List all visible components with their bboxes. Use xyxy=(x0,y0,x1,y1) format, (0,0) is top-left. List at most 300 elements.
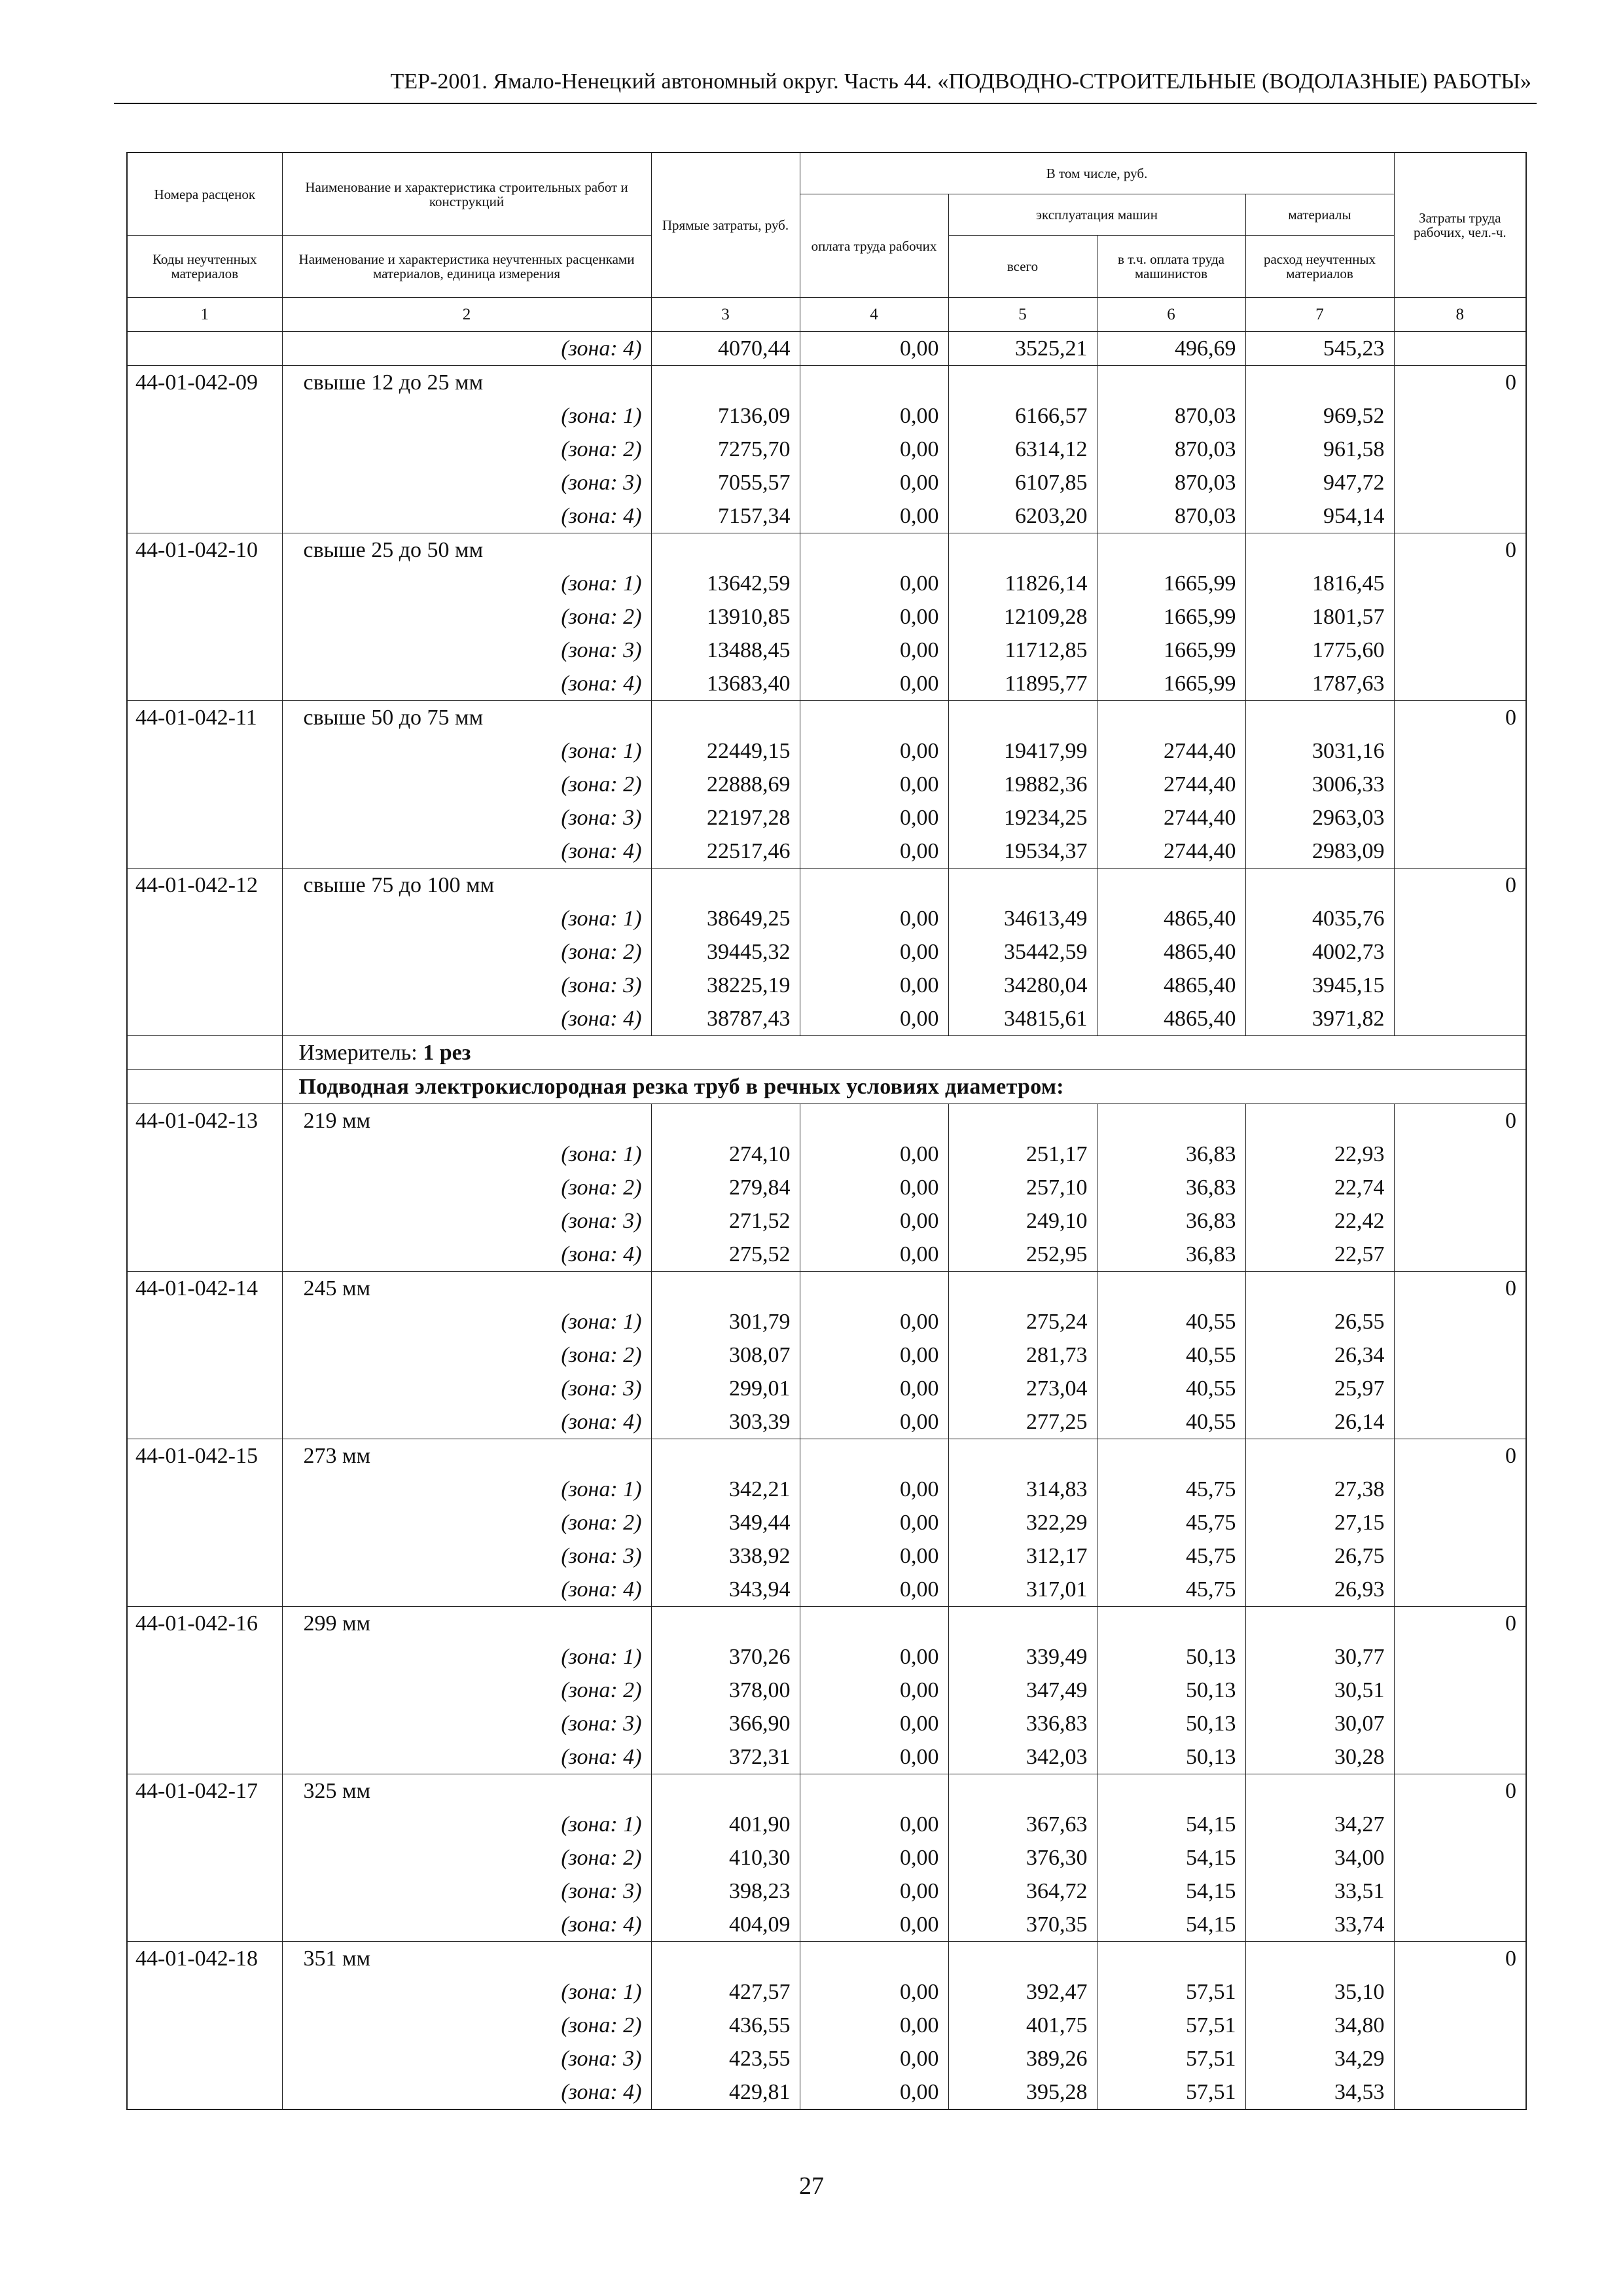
rate-name: 299 мм xyxy=(282,1607,651,1641)
empty-code-cell xyxy=(127,1874,282,1908)
labor-costs-cell: 0 xyxy=(1394,701,1526,735)
labor-costs-cell xyxy=(1394,1305,1526,1338)
zone-label: (зона: 1) xyxy=(282,734,651,768)
direct-costs-cell: 423,55 xyxy=(651,2042,800,2075)
table-row xyxy=(127,1539,1526,1573)
empty-cell xyxy=(1097,366,1245,400)
header-rule xyxy=(114,103,1537,104)
rates-table-wrapper xyxy=(126,152,1525,2110)
table-row xyxy=(127,1439,1526,1473)
direct-costs-cell: 366,90 xyxy=(651,1707,800,1740)
direct-costs-cell: 398,23 xyxy=(651,1874,800,1908)
material-consumption-cell: 34,27 xyxy=(1245,1808,1394,1841)
column-number: 4 xyxy=(800,298,948,332)
empty-code-cell xyxy=(127,1473,282,1506)
machinists-pay-cell: 45,75 xyxy=(1097,1573,1245,1607)
material-consumption-cell: 1801,57 xyxy=(1245,600,1394,634)
table-row xyxy=(127,1908,1526,1942)
labor-costs-cell: 0 xyxy=(1394,1104,1526,1138)
table-row xyxy=(127,1640,1526,1674)
rate-name: 273 мм xyxy=(282,1439,651,1473)
table-row xyxy=(127,1070,1526,1104)
rates-table xyxy=(126,152,1527,2110)
material-consumption-cell: 4035,76 xyxy=(1245,902,1394,935)
empty-cell xyxy=(800,1942,948,1976)
machines-total-cell: 12109,28 xyxy=(948,600,1097,634)
zone-label: (зона: 2) xyxy=(282,1171,651,1204)
material-consumption-cell: 26,14 xyxy=(1245,1405,1394,1439)
empty-code-cell xyxy=(127,1002,282,1036)
empty-code-cell xyxy=(127,1405,282,1439)
meter-cell xyxy=(282,1036,1526,1070)
empty-cell xyxy=(800,1272,948,1306)
empty-code-cell xyxy=(127,667,282,701)
material-consumption-cell: 3031,16 xyxy=(1245,734,1394,768)
direct-costs-cell: 13488,45 xyxy=(651,634,800,667)
table-row xyxy=(127,399,1526,433)
machinists-pay-cell: 50,13 xyxy=(1097,1740,1245,1774)
empty-cell xyxy=(1245,1439,1394,1473)
empty-cell xyxy=(1245,1104,1394,1138)
empty-cell xyxy=(948,869,1097,903)
machinists-pay-cell: 54,15 xyxy=(1097,1808,1245,1841)
table-row xyxy=(127,801,1526,834)
labor-costs-cell xyxy=(1394,332,1526,366)
labor-costs-cell xyxy=(1394,1908,1526,1942)
labor-costs-cell: 0 xyxy=(1394,1607,1526,1641)
labor-costs-cell xyxy=(1394,1204,1526,1238)
machinists-pay-cell: 36,83 xyxy=(1097,1138,1245,1171)
rate-name: 351 мм xyxy=(282,1942,651,1976)
material-consumption-cell: 954,14 xyxy=(1245,499,1394,533)
empty-code-cell xyxy=(127,433,282,466)
empty-cell xyxy=(948,701,1097,735)
direct-costs-cell: 13642,59 xyxy=(651,567,800,600)
labor-costs-cell xyxy=(1394,1640,1526,1674)
empty-code-cell xyxy=(127,1975,282,2009)
machines-total-cell: 11895,77 xyxy=(948,667,1097,701)
machinists-pay-cell: 40,55 xyxy=(1097,1405,1245,1439)
material-consumption-cell: 1775,60 xyxy=(1245,634,1394,667)
header-direct-costs: Прямые затраты, руб. xyxy=(651,152,800,298)
empty-code-cell xyxy=(127,1707,282,1740)
rate-code: 44-01-042-18 xyxy=(127,1942,282,1976)
labor-costs-cell xyxy=(1394,1707,1526,1740)
rate-code: 44-01-042-15 xyxy=(127,1439,282,1473)
zone-label: (зона: 2) xyxy=(282,600,651,634)
workers-pay-cell: 0,00 xyxy=(800,734,948,768)
table-row xyxy=(127,1607,1526,1641)
machinists-pay-cell: 54,15 xyxy=(1097,1874,1245,1908)
rate-code: 44-01-042-09 xyxy=(127,366,282,400)
table-row xyxy=(127,1338,1526,1372)
zone-label: (зона: 1) xyxy=(282,1305,651,1338)
direct-costs-cell: 38225,19 xyxy=(651,969,800,1002)
empty-code-cell xyxy=(127,1908,282,1942)
table-row xyxy=(127,466,1526,499)
machinists-pay-cell: 40,55 xyxy=(1097,1305,1245,1338)
machinists-pay-cell: 45,75 xyxy=(1097,1539,1245,1573)
material-consumption-cell: 26,55 xyxy=(1245,1305,1394,1338)
empty-cell xyxy=(1097,1607,1245,1641)
zone-label: (зона: 3) xyxy=(282,466,651,499)
machines-total-cell: 376,30 xyxy=(948,1841,1097,1874)
table-row xyxy=(127,869,1526,903)
column-number: 5 xyxy=(948,298,1097,332)
direct-costs-cell: 427,57 xyxy=(651,1975,800,2009)
labor-costs-cell: 0 xyxy=(1394,1774,1526,1808)
machines-total-cell: 257,10 xyxy=(948,1171,1097,1204)
empty-cell xyxy=(1097,869,1245,903)
direct-costs-cell: 303,39 xyxy=(651,1405,800,1439)
machines-total-cell: 19234,25 xyxy=(948,801,1097,834)
empty-cell xyxy=(800,1774,948,1808)
workers-pay-cell: 0,00 xyxy=(800,567,948,600)
empty-code-cell xyxy=(127,1036,282,1070)
material-consumption-cell: 3971,82 xyxy=(1245,1002,1394,1036)
workers-pay-cell: 0,00 xyxy=(800,634,948,667)
machines-total-cell: 34613,49 xyxy=(948,902,1097,935)
workers-pay-cell: 0,00 xyxy=(800,1573,948,1607)
zone-label: (зона: 4) xyxy=(282,1908,651,1942)
workers-pay-cell: 0,00 xyxy=(800,1338,948,1372)
workers-pay-cell: 0,00 xyxy=(800,1138,948,1171)
machines-total-cell: 249,10 xyxy=(948,1204,1097,1238)
empty-code-cell xyxy=(127,902,282,935)
machinists-pay-cell: 36,83 xyxy=(1097,1171,1245,1204)
labor-costs-cell xyxy=(1394,600,1526,634)
material-consumption-cell: 27,15 xyxy=(1245,1506,1394,1539)
machines-total-cell: 322,29 xyxy=(948,1506,1097,1539)
rate-name: 325 мм xyxy=(282,1774,651,1808)
machines-total-cell: 6107,85 xyxy=(948,466,1097,499)
machinists-pay-cell: 57,51 xyxy=(1097,2042,1245,2075)
machinists-pay-cell: 870,03 xyxy=(1097,466,1245,499)
zone-label: (зона: 4) xyxy=(282,499,651,533)
zone-label: (зона: 1) xyxy=(282,1640,651,1674)
empty-code-cell xyxy=(127,1539,282,1573)
empty-cell xyxy=(1245,1942,1394,1976)
zone-label: (зона: 4) xyxy=(282,1002,651,1036)
machines-total-cell: 275,24 xyxy=(948,1305,1097,1338)
table-row xyxy=(127,1138,1526,1171)
workers-pay-cell: 0,00 xyxy=(800,969,948,1002)
labor-costs-cell: 0 xyxy=(1394,533,1526,567)
workers-pay-cell: 0,00 xyxy=(800,768,948,801)
direct-costs-cell: 301,79 xyxy=(651,1305,800,1338)
header-machine-operation: эксплуатация машин xyxy=(948,194,1245,236)
labor-costs-cell: 0 xyxy=(1394,869,1526,903)
table-row xyxy=(127,1036,1526,1070)
labor-costs-cell xyxy=(1394,399,1526,433)
zone-label: (зона: 1) xyxy=(282,1473,651,1506)
direct-costs-cell: 404,09 xyxy=(651,1908,800,1942)
empty-code-cell xyxy=(127,466,282,499)
table-row xyxy=(127,1674,1526,1707)
labor-costs-cell: 0 xyxy=(1394,1942,1526,1976)
machinists-pay-cell: 50,13 xyxy=(1097,1707,1245,1740)
table-row xyxy=(127,567,1526,600)
labor-costs-cell xyxy=(1394,969,1526,1002)
material-consumption-cell: 34,80 xyxy=(1245,2009,1394,2042)
labor-costs-cell xyxy=(1394,667,1526,701)
machines-total-cell: 252,95 xyxy=(948,1238,1097,1272)
machines-total-cell: 395,28 xyxy=(948,2075,1097,2109)
material-consumption-cell: 27,38 xyxy=(1245,1473,1394,1506)
table-row xyxy=(127,1272,1526,1306)
table-row xyxy=(127,834,1526,869)
direct-costs-cell: 7157,34 xyxy=(651,499,800,533)
machines-total-cell: 389,26 xyxy=(948,2042,1097,2075)
labor-costs-cell xyxy=(1394,1171,1526,1204)
table-row xyxy=(127,1305,1526,1338)
zone-label: (зона: 1) xyxy=(282,902,651,935)
labor-costs-cell xyxy=(1394,1338,1526,1372)
machinists-pay-cell: 50,13 xyxy=(1097,1674,1245,1707)
labor-costs-cell xyxy=(1394,1674,1526,1707)
empty-code-cell xyxy=(127,1841,282,1874)
material-consumption-cell: 26,93 xyxy=(1245,1573,1394,1607)
section-title: Подводная электрокислородная резка труб в речных условиях диаметром: xyxy=(282,1070,1526,1104)
machinists-pay-cell: 45,75 xyxy=(1097,1506,1245,1539)
material-consumption-cell: 545,23 xyxy=(1245,332,1394,366)
empty-code-cell xyxy=(127,634,282,667)
labor-costs-cell xyxy=(1394,768,1526,801)
machinists-pay-cell: 870,03 xyxy=(1097,433,1245,466)
rate-code: 44-01-042-16 xyxy=(127,1607,282,1641)
table-row xyxy=(127,533,1526,567)
material-consumption-cell: 3945,15 xyxy=(1245,969,1394,1002)
rate-code: 44-01-042-12 xyxy=(127,869,282,903)
empty-cell xyxy=(1245,1607,1394,1641)
table-row xyxy=(127,902,1526,935)
empty-code-cell xyxy=(127,834,282,869)
empty-code-cell xyxy=(127,969,282,1002)
material-consumption-cell: 25,97 xyxy=(1245,1372,1394,1405)
zone-label: (зона: 1) xyxy=(282,1138,651,1171)
machines-total-cell: 273,04 xyxy=(948,1372,1097,1405)
workers-pay-cell: 0,00 xyxy=(800,1171,948,1204)
machines-total-cell: 35442,59 xyxy=(948,935,1097,969)
table-body xyxy=(127,332,1526,2110)
workers-pay-cell: 0,00 xyxy=(800,1874,948,1908)
workers-pay-cell: 0,00 xyxy=(800,1204,948,1238)
workers-pay-cell: 0,00 xyxy=(800,1405,948,1439)
labor-costs-cell xyxy=(1394,567,1526,600)
table-row xyxy=(127,1506,1526,1539)
zone-label: (зона: 2) xyxy=(282,935,651,969)
workers-pay-cell: 0,00 xyxy=(800,1674,948,1707)
table-row xyxy=(127,1808,1526,1841)
zone-label: (зона: 3) xyxy=(282,1707,651,1740)
machines-total-cell: 19417,99 xyxy=(948,734,1097,768)
empty-cell xyxy=(1245,1774,1394,1808)
labor-costs-cell xyxy=(1394,1138,1526,1171)
labor-costs-cell xyxy=(1394,1473,1526,1506)
machinists-pay-cell: 40,55 xyxy=(1097,1372,1245,1405)
workers-pay-cell: 0,00 xyxy=(800,499,948,533)
labor-costs-cell xyxy=(1394,466,1526,499)
table-row xyxy=(127,1942,1526,1976)
table-row xyxy=(127,1774,1526,1808)
direct-costs-cell: 271,52 xyxy=(651,1204,800,1238)
labor-costs-cell: 0 xyxy=(1394,366,1526,400)
empty-code-cell xyxy=(127,1740,282,1774)
workers-pay-cell: 0,00 xyxy=(800,935,948,969)
machinists-pay-cell: 1665,99 xyxy=(1097,634,1245,667)
direct-costs-cell: 22449,15 xyxy=(651,734,800,768)
rate-code: 44-01-042-11 xyxy=(127,701,282,735)
direct-costs-cell: 436,55 xyxy=(651,2009,800,2042)
empty-cell xyxy=(651,869,800,903)
empty-cell xyxy=(948,1104,1097,1138)
header-materials: материалы xyxy=(1245,194,1394,236)
material-consumption-cell: 947,72 xyxy=(1245,466,1394,499)
meter-value: 1 рез xyxy=(423,1040,471,1065)
empty-cell xyxy=(651,1774,800,1808)
workers-pay-cell: 0,00 xyxy=(800,1002,948,1036)
empty-cell xyxy=(800,1607,948,1641)
empty-cell xyxy=(800,701,948,735)
empty-cell xyxy=(948,1942,1097,1976)
direct-costs-cell: 429,81 xyxy=(651,2075,800,2109)
machinists-pay-cell: 54,15 xyxy=(1097,1908,1245,1942)
empty-cell xyxy=(1097,1774,1245,1808)
direct-costs-cell: 39445,32 xyxy=(651,935,800,969)
labor-costs-cell xyxy=(1394,2075,1526,2109)
empty-code-cell xyxy=(127,1338,282,1372)
table-row xyxy=(127,935,1526,969)
empty-code-cell xyxy=(127,2042,282,2075)
direct-costs-cell: 38649,25 xyxy=(651,902,800,935)
direct-costs-cell: 274,10 xyxy=(651,1138,800,1171)
labor-costs-cell xyxy=(1394,1874,1526,1908)
machinists-pay-cell: 1665,99 xyxy=(1097,567,1245,600)
machines-total-cell: 34815,61 xyxy=(948,1002,1097,1036)
machinists-pay-cell: 2744,40 xyxy=(1097,834,1245,869)
machinists-pay-cell: 36,83 xyxy=(1097,1238,1245,1272)
empty-cell xyxy=(800,1104,948,1138)
material-consumption-cell: 2983,09 xyxy=(1245,834,1394,869)
zone-label: (зона: 2) xyxy=(282,1506,651,1539)
page-number: 27 xyxy=(799,2172,824,2200)
workers-pay-cell: 0,00 xyxy=(800,1539,948,1573)
material-consumption-cell: 34,53 xyxy=(1245,2075,1394,2109)
material-consumption-cell: 33,74 xyxy=(1245,1908,1394,1942)
empty-code-cell xyxy=(127,1070,282,1104)
empty-cell xyxy=(651,1439,800,1473)
labor-costs-cell xyxy=(1394,801,1526,834)
labor-costs-cell xyxy=(1394,1372,1526,1405)
direct-costs-cell: 372,31 xyxy=(651,1740,800,1774)
labor-costs-cell xyxy=(1394,1539,1526,1573)
empty-cell xyxy=(800,366,948,400)
zone-label: (зона: 3) xyxy=(282,1539,651,1573)
empty-cell xyxy=(800,1439,948,1473)
machinists-pay-cell: 2744,40 xyxy=(1097,801,1245,834)
direct-costs-cell: 338,92 xyxy=(651,1539,800,1573)
machines-total-cell: 6314,12 xyxy=(948,433,1097,466)
table-row xyxy=(127,1707,1526,1740)
zone-label: (зона: 1) xyxy=(282,1975,651,2009)
zone-label: (зона: 3) xyxy=(282,801,651,834)
meter-label: Измеритель: xyxy=(298,1040,418,1065)
machines-total-cell: 336,83 xyxy=(948,1707,1097,1740)
empty-code-cell xyxy=(127,600,282,634)
labor-costs-cell xyxy=(1394,734,1526,768)
empty-cell xyxy=(800,533,948,567)
empty-code-cell xyxy=(127,1238,282,1272)
empty-cell xyxy=(651,701,800,735)
workers-pay-cell: 0,00 xyxy=(800,1372,948,1405)
empty-cell xyxy=(1245,869,1394,903)
material-consumption-cell: 34,00 xyxy=(1245,1841,1394,1874)
table-row xyxy=(127,701,1526,735)
workers-pay-cell: 0,00 xyxy=(800,834,948,869)
table-row xyxy=(127,1204,1526,1238)
table-row xyxy=(127,1841,1526,1874)
header-labor-costs: Затраты труда рабочих, чел.-ч. xyxy=(1394,152,1526,298)
zone-label: (зона: 4) xyxy=(282,1238,651,1272)
empty-cell xyxy=(1245,366,1394,400)
table-row xyxy=(127,433,1526,466)
column-number: 8 xyxy=(1394,298,1526,332)
machines-total-cell: 251,17 xyxy=(948,1138,1097,1171)
empty-code-cell xyxy=(127,1506,282,1539)
zone-label: (зона: 4) xyxy=(282,667,651,701)
machines-total-cell: 347,49 xyxy=(948,1674,1097,1707)
header-including: В том числе, руб. xyxy=(800,152,1394,194)
labor-costs-cell xyxy=(1394,1975,1526,2009)
material-consumption-cell: 1816,45 xyxy=(1245,567,1394,600)
machinists-pay-cell: 54,15 xyxy=(1097,1841,1245,1874)
table-row xyxy=(127,1002,1526,1036)
labor-costs-cell xyxy=(1394,1841,1526,1874)
zone-label: (зона: 4) xyxy=(282,1573,651,1607)
labor-costs-cell xyxy=(1394,1238,1526,1272)
machines-total-cell: 277,25 xyxy=(948,1405,1097,1439)
header-rate-numbers: Номера расценок xyxy=(127,152,282,236)
table-row xyxy=(127,332,1526,366)
empty-cell xyxy=(1245,1272,1394,1306)
material-consumption-cell: 35,10 xyxy=(1245,1975,1394,2009)
empty-code-cell xyxy=(127,734,282,768)
material-consumption-cell: 22,74 xyxy=(1245,1171,1394,1204)
empty-code-cell xyxy=(127,1204,282,1238)
table-header xyxy=(127,152,1526,332)
machinists-pay-cell: 496,69 xyxy=(1097,332,1245,366)
labor-costs-cell xyxy=(1394,433,1526,466)
machines-total-cell: 364,72 xyxy=(948,1874,1097,1908)
direct-costs-cell: 349,44 xyxy=(651,1506,800,1539)
table-row xyxy=(127,1372,1526,1405)
workers-pay-cell: 0,00 xyxy=(800,1975,948,2009)
machinists-pay-cell: 4865,40 xyxy=(1097,969,1245,1002)
direct-costs-cell: 279,84 xyxy=(651,1171,800,1204)
direct-costs-cell: 370,26 xyxy=(651,1640,800,1674)
machinists-pay-cell: 870,03 xyxy=(1097,499,1245,533)
direct-costs-cell: 275,52 xyxy=(651,1238,800,1272)
machines-total-cell: 6203,20 xyxy=(948,499,1097,533)
running-header: ТЕР-2001. Ямало-Ненецкий автономный округ. Часть 44. «ПОДВОДНО-СТРОИТЕЛЬНЫЕ (ВОДОЛАЗНЫЕ) РАБОТЫ» xyxy=(390,69,1531,94)
zone-label: (зона: 3) xyxy=(282,1204,651,1238)
machinists-pay-cell: 57,51 xyxy=(1097,1975,1245,2009)
machinists-pay-cell: 36,83 xyxy=(1097,1204,1245,1238)
rate-name: 245 мм xyxy=(282,1272,651,1306)
zone-label: (зона: 2) xyxy=(282,2009,651,2042)
column-number: 7 xyxy=(1245,298,1394,332)
machines-total-cell: 19882,36 xyxy=(948,768,1097,801)
